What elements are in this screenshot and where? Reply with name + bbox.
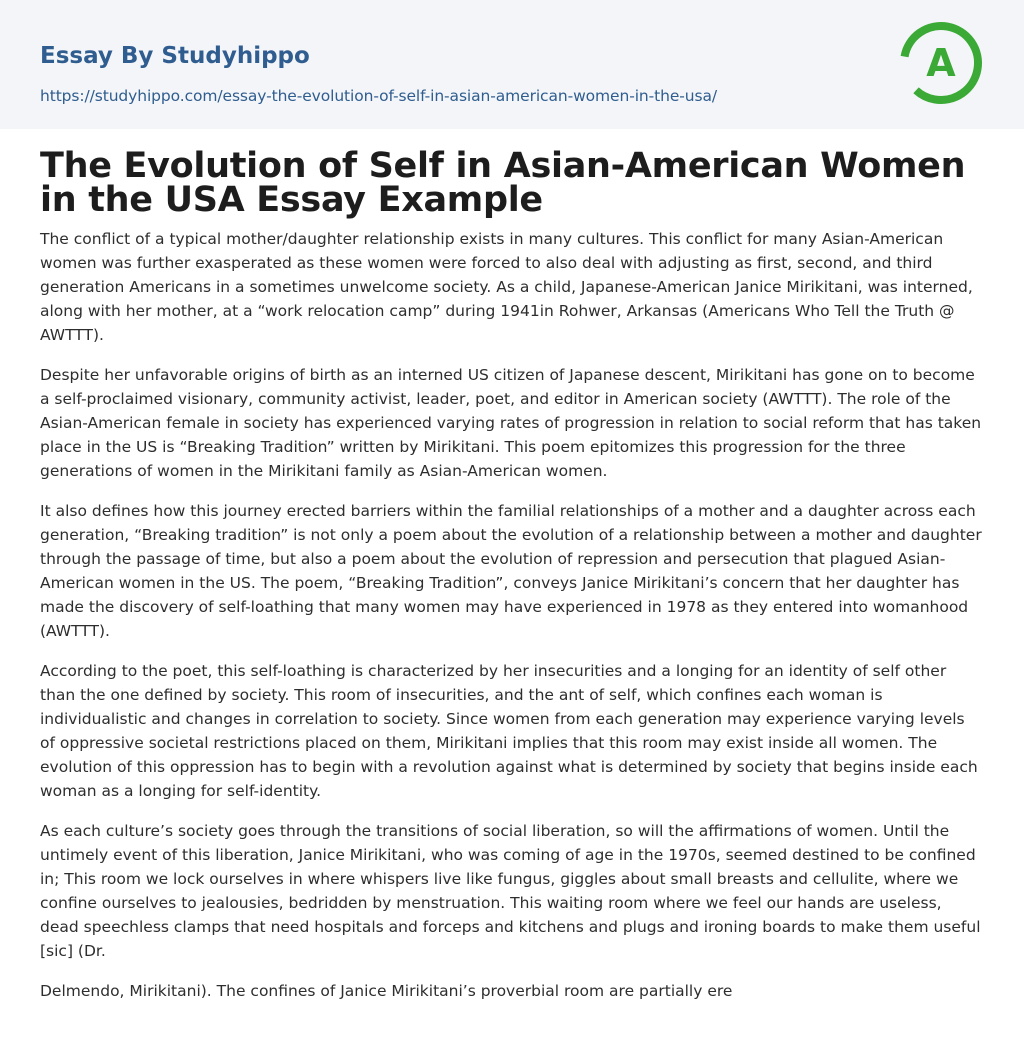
article-paragraph: It also defines how this journey erected barriers within the familial relationships of a mother and a daughter across each generation, “Breaking tradition” is not only a poem about the evolution of a relationship between a mother and daughter through the passage of time, but also a poem about the evolution of repression and persecution that plagued Asian-American women in the US. The poem, “Breaking Tradition”, conveys Janice Mirikitani’s concern that her daughter has made the discovery of self-loathing that many women may have experienced in 1978 as they entered into womanhood (AWTTT). [40,502,982,640]
site-brand[interactable]: Essay By Studyhippo [40,43,310,69]
site-header [0,0,1024,129]
article [0,146,1024,1003]
essay-url-link[interactable]: https://studyhippo.com/essay-the-evolution-of-self-in-asian-american-women-in-the-usa/ [40,87,717,105]
article-body [40,227,984,1003]
article-paragraph: Delmendo, Mirikitani). The confines of Janice Mirikitani’s proverbial room are partially ere [40,982,733,1000]
studyhippo-logo-icon[interactable] [898,20,984,106]
article-paragraph: According to the poet, this self-loathing is characterized by her insecurities and a longing for an identity of self other than the one defined by society. This room of insecurities, and the ant of self, which confines each woman is individualistic and changes in correlation to society. Since women from each generation may experience varying levels of oppressive societal restrictions placed on them, Mirikitani implies that this room may exist inside all women. The evolution of this oppression has to begin with a revolution against what is determined by society that begins inside each woman as a longing for self-identity. [40,662,978,800]
page-title: The Evolution of Self in Asian-American Women in the USA Essay Example [40,146,966,220]
article-paragraph: As each culture’s society goes through the transitions of social liberation, so will the affirmations of women. Until the untimely event of this liberation, Janice Mirikitani, who was coming of age in the 1970s, seemed destined to be confined in; This room we lock ourselves in where whispers live like fungus, giggles about small breasts and cellulite, where we confine ourselves to jealousies, bedridden by menstruation. This waiting room where we feel our hands are useless, dead speechless clamps that need hospitals and forceps and kitchens and plugs and ironing boards to make them useful [sic] (Dr. [40,822,981,960]
logo-letter: A [926,41,956,85]
article-paragraph: Despite her unfavorable origins of birth as an interned US citizen of Japanese descent, Mirikitani has gone on to become a self-proclaimed visionary, community activist, leader, poet, and editor in American society (AWTTT). The role of the Asian-American female in society has experienced varying rates of progression in relation to social reform that has taken place in the US is “Breaking Tradition” written by Mirikitani. This poem epitomizes this progression for the three generations of women in the Mirikitani family as Asian-American women. [40,366,982,480]
article-paragraph: The conflict of a typical mother/daughter relationship exists in many cultures. This conflict for many Asian-American women was further exasperated as these women were forced to also deal with adjusting as first, second, and third generation Americans in a sometimes unwelcome society. As a child, Japanese-American Janice Mirikitani, was interned, along with her mother, at a “work relocation camp” during 1941in Rohwer, Arkansas (Americans Who Tell the Truth @ AWTTT). [40,230,973,344]
